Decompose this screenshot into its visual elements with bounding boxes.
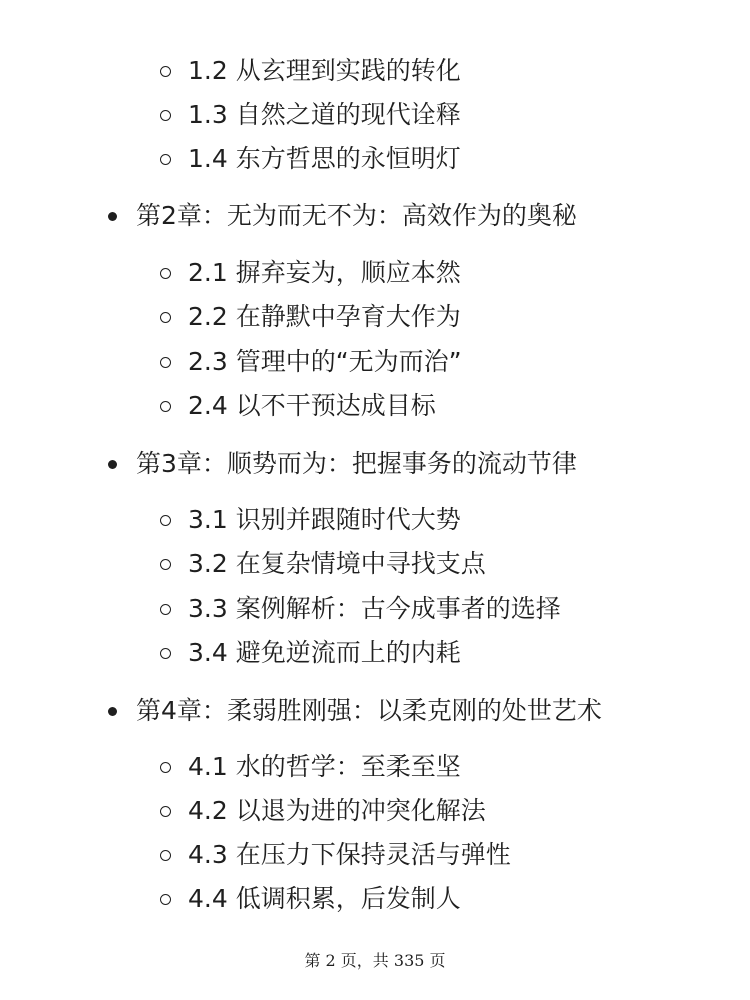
circle-bullet-icon [160,806,171,817]
page-number-footer: 第 2 页，共 335 页 [304,951,446,970]
toc-section-text: 4.1 水的哲学：至柔至坚 [188,752,461,781]
toc-section-text: 1.2 从玄理到实践的转化 [188,56,461,85]
circle-bullet-icon [160,66,171,77]
toc-chapter-text: 第3章：顺势而为：把握事务的流动节律 [136,449,577,478]
toc-section-text: 2.4 以不干预达成目标 [188,391,436,420]
circle-bullet-icon [160,604,171,615]
toc-section-text: 3.2 在复杂情境中寻找支点 [188,549,486,578]
circle-bullet-icon [160,762,171,773]
toc-section-text: 4.2 以退为进的冲突化解法 [188,796,486,825]
toc-section-text: 2.2 在静默中孕育大作为 [188,302,461,331]
circle-bullet-icon [160,850,171,861]
disc-bullet-icon [108,460,117,469]
circle-bullet-icon [160,357,171,368]
circle-bullet-icon [160,894,171,905]
circle-bullet-icon [160,312,171,323]
toc-section-text: 1.3 自然之道的现代诠释 [188,100,461,129]
disc-bullet-icon [108,212,117,221]
circle-bullet-icon [160,154,171,165]
circle-bullet-icon [160,401,171,412]
disc-bullet-icon [108,707,117,716]
toc-section-text: 3.3 案例解析：古今成事者的选择 [188,594,561,623]
toc-section-text: 4.4 低调积累，后发制人 [188,884,461,913]
toc-chapter-text: 第4章：柔弱胜刚强：以柔克刚的处世艺术 [136,696,602,725]
toc-section-text: 3.1 识别并跟随时代大势 [188,505,461,534]
circle-bullet-icon [160,268,171,279]
toc-section-text: 1.4 东方哲思的永恒明灯 [188,144,461,173]
toc-section-text: 2.1 摒弃妄为，顺应本然 [188,258,461,287]
circle-bullet-icon [160,559,171,570]
toc-chapter-text: 第2章：无为而无不为：高效作为的奥秘 [136,201,577,230]
circle-bullet-icon [160,110,171,121]
circle-bullet-icon [160,648,171,659]
circle-bullet-icon [160,515,171,526]
toc-section-text: 2.3 管理中的“无为而治” [188,347,462,376]
toc-section-text: 4.3 在压力下保持灵活与弹性 [188,840,511,869]
toc-section-text: 3.4 避免逆流而上的内耗 [188,638,461,667]
